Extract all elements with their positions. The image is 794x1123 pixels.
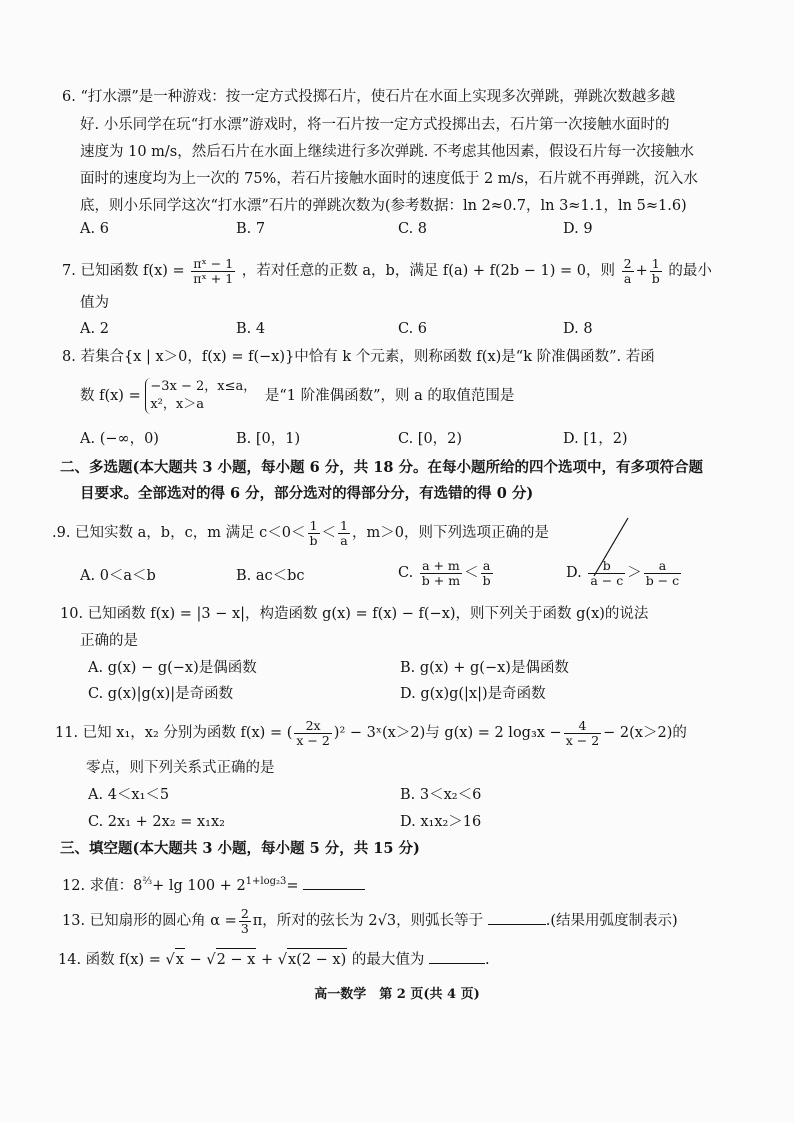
q11-option-d: D. x₁x₂＞16 (400, 814, 482, 830)
section2-heading-line1: 二、多选题(本大题共 3 小题，每小题 6 分，共 18 分。在每小题所给的四个选项中，有多项符合题 (60, 459, 704, 476)
q11-option-c: C. 2x₁ + 2x₂ = x₁x₂ (88, 814, 225, 830)
q9-less-than: ＜ (321, 525, 337, 541)
q13-prefix: 13. 已知扇形的圆心角 α = (62, 913, 237, 929)
q14-minus: − (189, 952, 202, 968)
q11-option-b: B. 3＜x₂＜6 (400, 787, 482, 803)
q7-line1 (62, 254, 712, 288)
q14-root-1: x (175, 948, 185, 971)
q14-suffix: 的最大值为 (351, 952, 425, 968)
q13-suffix: .(结果用弧度制表示) (545, 913, 678, 929)
q11-line2: 零点，则下列关系式正确的是 (86, 760, 275, 776)
q10-line2: 正确的是 (80, 633, 138, 649)
q10-option-c: C. g(x)|g(x)|是奇函数 (88, 686, 234, 702)
q9-option-c-fraction-1: $\frac{a + m}{b + m}$ (421, 557, 461, 588)
q8-case1: −3x − 2，x≤a， (150, 379, 257, 394)
q9-option-c (398, 556, 495, 590)
q7-prefix: 7. 已知函数 f(x) = (62, 263, 185, 279)
q11-option-a: A. 4＜x₁＜5 (88, 787, 170, 803)
q14-plus: + (260, 952, 274, 968)
q12-prefix: 12. 求值：8 (62, 877, 143, 894)
q13-fraction: $\frac{2}{3}$ (240, 905, 249, 936)
q8-line2-prefix: 数 f(x) = (80, 388, 141, 404)
q9-option-c-label: C. (398, 565, 414, 581)
q8-option-a: A. (−∞，0) (80, 431, 159, 447)
q7-line2: 值为 (80, 295, 109, 311)
q9-line1 (52, 516, 549, 550)
q9-option-d-fraction-1: $\frac{b}{a - c}$ (590, 557, 624, 588)
q6-option-a: A. 6 (80, 221, 109, 237)
q12-exponent-1: ⅔ (142, 876, 153, 887)
q14-root-3: x(2 − x) (287, 948, 347, 971)
q13-answer-blank[interactable] (488, 910, 546, 925)
q14-line: 14. 函数 f(x) = √x − √2 − x + √x(2 − x) 的最大值为 . (58, 948, 490, 971)
q6-option-b: B. 7 (236, 221, 266, 237)
q9-option-a: A. 0＜a＜b (80, 568, 156, 584)
q9-option-b: B. ac＜bc (236, 568, 305, 584)
q6-option-c: C. 8 (398, 221, 428, 237)
q8-option-d: D. [1，2) (563, 431, 628, 447)
q7-fraction: $\frac{\text{πˣ − 1}}{\text{πˣ + 1}}$ (193, 255, 234, 286)
q14-prefix: 14. 函数 f(x) = (58, 952, 161, 968)
q8-piecewise (145, 378, 256, 414)
q6-line2: 好. 小乐同学在玩“打水漂”游戏时，将一石片按一定方式投掷出去，石片第一次接触水面时的 (80, 117, 670, 133)
q14-root-2: 2 − x (216, 948, 257, 971)
q7-option-b: B. 4 (236, 321, 266, 337)
q12-middle: + lg 100 + 2 (152, 877, 246, 894)
q10-option-b: B. g(x) + g(−x)是偶函数 (400, 660, 569, 676)
q9-option-d-greater-than: ＞ (627, 565, 642, 581)
q10-line1: 10. 已知函数 f(x) = |3 − x|，构造函数 g(x) = f(x) − f(−x)，则下列关于函数 g(x)的说法 (60, 606, 649, 622)
q8-option-b: B. [0，1) (236, 431, 301, 447)
q8-line2 (80, 376, 514, 416)
q7-option-d: D. 8 (563, 321, 593, 337)
q13-middle: π，所对的弦长为 2√3，则弧长等于 (252, 913, 484, 929)
q9-option-d-fraction-2: $\frac{a}{b - c}$ (645, 557, 680, 588)
q7-fraction-2a: $\frac{2}{a}$ (623, 255, 632, 286)
q9-fraction-1a: $\frac{1}{a}$ (340, 517, 348, 548)
q9-prefix: .9. 已知实数 a，b，c，m 满足 c＜0＜ (52, 525, 306, 541)
q6-line5: 底，则小乐同学这次“打水漂”石片的弹跳次数为(参考数据：ln 2≈0.7，ln 3≈1.1，ln 5≈1.6) (80, 198, 687, 214)
q7-fraction-1b: $\frac{1}{b}$ (651, 255, 660, 286)
q7-option-c: C. 6 (398, 321, 428, 337)
q13-line (62, 904, 678, 938)
q10-option-a: A. g(x) − g(−x)是偶函数 (88, 660, 257, 676)
q7-middle: ，若对任意的正数 a，b，满足 f(a) + f(2b − 1) = 0，则 (241, 263, 615, 279)
q12-equals: = (286, 877, 299, 894)
q7-suffix: 的最小 (668, 263, 712, 279)
q11-line1 (55, 716, 687, 750)
page-footer: 高一数学 第 2 页(共 4 页) (314, 987, 480, 1002)
q6-line4: 面时的速度均为上一次的 75%，若石片接触水面时的速度低于 2 m/s，石片就不再弹跳，沉入水 (80, 171, 698, 187)
q9-suffix: ，m＞0，则下列选项正确的是 (352, 525, 549, 541)
q9-option-d (566, 556, 683, 590)
q6-option-d: D. 9 (563, 221, 593, 237)
q9-option-c-less-than: ＜ (464, 565, 479, 581)
q8-line2-suffix: 是“1 阶准偶函数”，则 a 的取值范围是 (264, 388, 515, 404)
section2-heading-line2: 目要求。全部选对的得 6 分，部分选对的得部分分，有选错的得 0 分) (80, 485, 534, 502)
q9-option-d-label: D. (566, 565, 582, 581)
q14-period: . (484, 952, 490, 968)
q14-answer-blank[interactable] (429, 949, 485, 964)
q10-option-d: D. g(x)g(|x|)是奇函数 (400, 686, 546, 702)
q7-plus: + (635, 263, 648, 279)
q11-suffix: − 2(x＞2)的 (603, 725, 687, 741)
q6-line3: 速度为 10 m/s，然后石片在水面上继续进行多次弹跳. 不考虑其他因素，假设石片每一次接触水 (80, 144, 694, 160)
section3-heading: 三、填空题(本大题共 3 小题，每小题 5 分，共 15 分) (60, 840, 420, 857)
q9-option-c-fraction-2: $\frac{a}{b}$ (482, 557, 491, 588)
q11-middle: )² − 3ˣ(x＞2)与 g(x) = 2 log₃x − (333, 725, 562, 741)
q8-case2: x²，x＞a (150, 397, 204, 412)
q11-fraction-2: $\frac{4}{x - 2}$ (565, 717, 600, 748)
q8-line1: 8. 若集合{x | x＞0，f(x) = f(−x)}中恰有 k 个元素，则称函数 f(x)是“k 阶准偶函数”. 若函 (62, 349, 655, 365)
q12-exponent-2: 1+log₂3 (245, 876, 287, 887)
q11-prefix: 11. 已知 x₁，x₂ 分别为函数 f(x) = ( (55, 725, 293, 741)
q8-option-c: C. [0，2) (398, 431, 463, 447)
q12-answer-blank[interactable] (303, 875, 365, 890)
q6-line1: 6. “打水漂”是一种游戏：按一定方式投掷石片，使石片在水面上实现多次弹跳，弹跳次数越多越 (62, 89, 676, 105)
q7-option-a: A. 2 (80, 321, 109, 337)
q9-fraction-1b: $\frac{1}{b}$ (309, 517, 318, 548)
q11-fraction-1: $\frac{2x}{x - 2}$ (296, 717, 330, 748)
q12-line (62, 871, 365, 897)
